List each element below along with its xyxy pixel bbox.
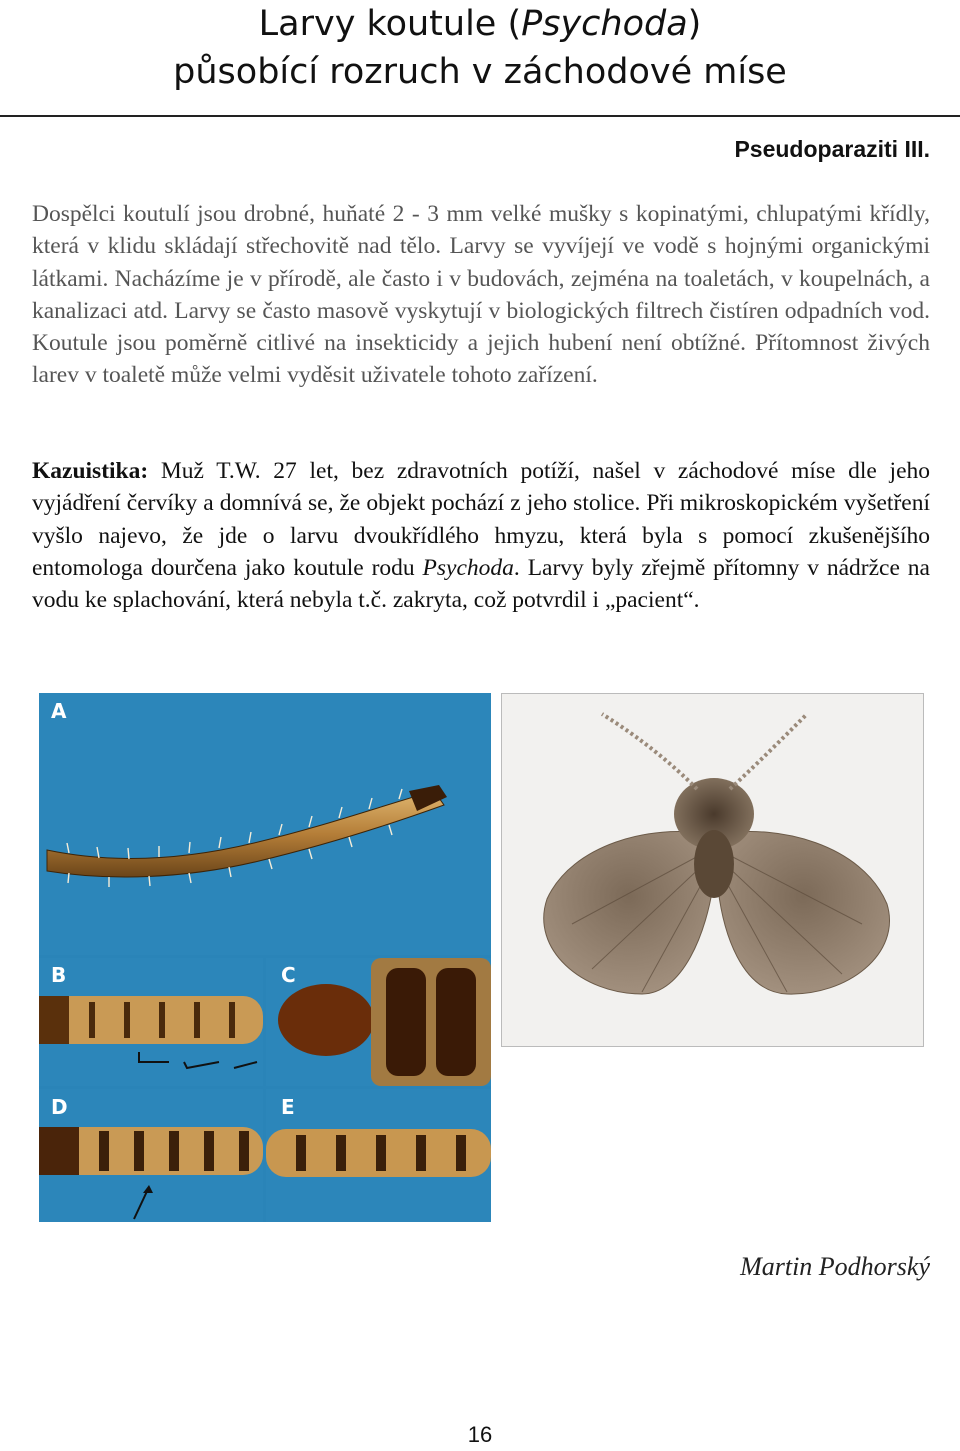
title-prefix: Larvy koutule (: [258, 4, 522, 44]
author-signature: Martin Podhorský: [740, 1252, 930, 1281]
case-text-2: . Larvy byly zřejmě přítomny v nádržce na vodu ke splachování, která nebyla t.č. zakryta, což potvrdil i „pacient“.: [32, 554, 930, 614]
adult-fly-image: [502, 694, 923, 1046]
larva-head-image: [266, 958, 491, 1086]
panel-e-label: E: [281, 1095, 295, 1119]
case-text-1: Muž T.W. 27 let, bez zdravotních potíží, našel v záchodové míse dle jeho vyjádření červíky a domnívá se, že objekt pochází z jeho stolice. Při mikroskopickém vyšetření vyšlo najevo, že jde o larvu dvoukřídlého hmyzu, která byla s pomocí zkušenějšího entomologa dourčena jako koutule rodu: [32, 458, 930, 581]
larva-segments-image: [39, 958, 263, 1086]
adult-fly-figure: [501, 693, 924, 1047]
panel-c-label: C: [281, 963, 296, 987]
page-number: 16: [467, 1422, 493, 1447]
larva-dorsal-image: [266, 1089, 491, 1222]
title-line-1: [0, 0, 960, 48]
title-genus: Psychoda: [521, 4, 688, 44]
case-label: Kazuistika:: [32, 458, 149, 484]
larva-full-image: [39, 693, 491, 955]
title-suffix: ): [687, 4, 702, 44]
panel-b-label: B: [51, 963, 67, 987]
case-genus: Psychoda: [422, 554, 514, 581]
panel-d: [39, 1089, 263, 1222]
panel-a: [39, 693, 491, 955]
page-title: [0, 0, 960, 96]
panel-e: [266, 1089, 491, 1222]
intro-paragraph: Dospělci koutulí jsou drobné, huňaté 2 - 3 mm velké mušky s kopinatými, chlupatými křídly, která v klidu skládají střechovitě nad tělo. Larvy se vyvíjejí ve vodě s hojnými organickými látkami. Nacházíme je v přírodě, ale často i v budovách, zejména na toaletách, v koupelnách, a kanalizaci atd. Larvy se často masově vyskytují v biologických filtrech čistíren odpadních vod. Koutule jsou poměrně citlivé na insekticidy a jejich hubení není obtížné. Přítomnost živých larev v toaletě může velmi vyděsit uživatele tohoto zařízení.: [32, 201, 930, 389]
panel-d-label: D: [51, 1095, 68, 1119]
section-tag: Pseudoparaziti III.: [734, 136, 930, 162]
larva-figure: [39, 693, 491, 1222]
title-divider: [0, 115, 960, 117]
larva-ventral-image: [39, 1089, 263, 1222]
panel-c: [266, 958, 491, 1086]
panel-a-label: A: [51, 699, 67, 723]
panel-b: [39, 958, 263, 1086]
case-paragraph: [32, 455, 930, 616]
title-line-2: působící rozruch v záchodové míse: [173, 52, 787, 92]
